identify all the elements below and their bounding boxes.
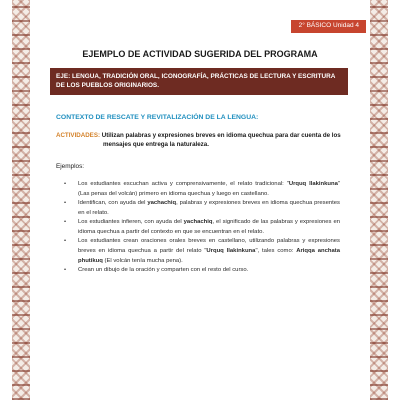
section-heading: CONTEXTO DE RESCATE Y REVITALIZACIÓN DE LA LENGUA: xyxy=(56,114,259,121)
examples-list xyxy=(64,180,340,276)
list-item: • Identifican, con ayuda del yachachiq, palabras y expresiones breves en idioma quechua presentes en el relato. xyxy=(64,200,340,216)
ejemplos-label: Ejemplos: xyxy=(56,163,85,170)
bullet-icon: • xyxy=(64,267,67,274)
eje-label: EJE: xyxy=(56,73,71,80)
list-item: • Crean un dibujo de la oración y comparten con el resto del curso. xyxy=(64,266,340,276)
decorative-border-right xyxy=(370,0,388,400)
actividades-block xyxy=(56,131,346,150)
grade-unit-badge: 2° BÁSICO Unidad 4 xyxy=(291,20,366,33)
eje-text: LENGUA, TRADICIÓN ORAL, ICONOGRAFÍA, PRÁCTICAS DE LECTURA Y ESCRITURA DE LOS PUEBLOS ORIGINARIOS. xyxy=(56,73,336,90)
list-item: • Los estudiantes crean oraciones orales breves en castellano, utilizando palabras y expresiones breves en idioma quechua a partir del relato "Urquq llakinkuna", tales como: Ariqqa anchata phutikuq (El volcán tenía mucha pena). xyxy=(64,238,340,264)
bullet-icon: • xyxy=(64,200,67,207)
decorative-border-left xyxy=(12,0,30,400)
list-item: • Los estudiantes escuchan activa y comprensivamente, el relato tradicional: "Urquq llakinkuna" (Las penas del volcán) primero en idioma quechua y luego en castellano. xyxy=(64,181,340,197)
eje-banner xyxy=(50,68,348,95)
list-item: • Los estudiantes infieren, con ayuda del yachachiq, el significado de las palabras y expresiones en idioma quechua a partir del contexto en que se encuentran en el relato. xyxy=(64,219,341,235)
actividades-label: ACTIVIDADES: xyxy=(56,132,101,139)
bullet-icon: • xyxy=(64,181,67,187)
actividades-line1: Utilizan palabras y expresiones breves en idioma quechua para dar cuenta de los xyxy=(101,132,341,139)
bullet-icon: • xyxy=(64,219,67,226)
actividades-line2: mensajes que entrega la naturaleza. xyxy=(103,141,209,149)
page-title: EJEMPLO DE ACTIVIDAD SUGERIDA DEL PROGRAMA xyxy=(82,49,318,59)
bullet-icon: • xyxy=(64,238,67,245)
